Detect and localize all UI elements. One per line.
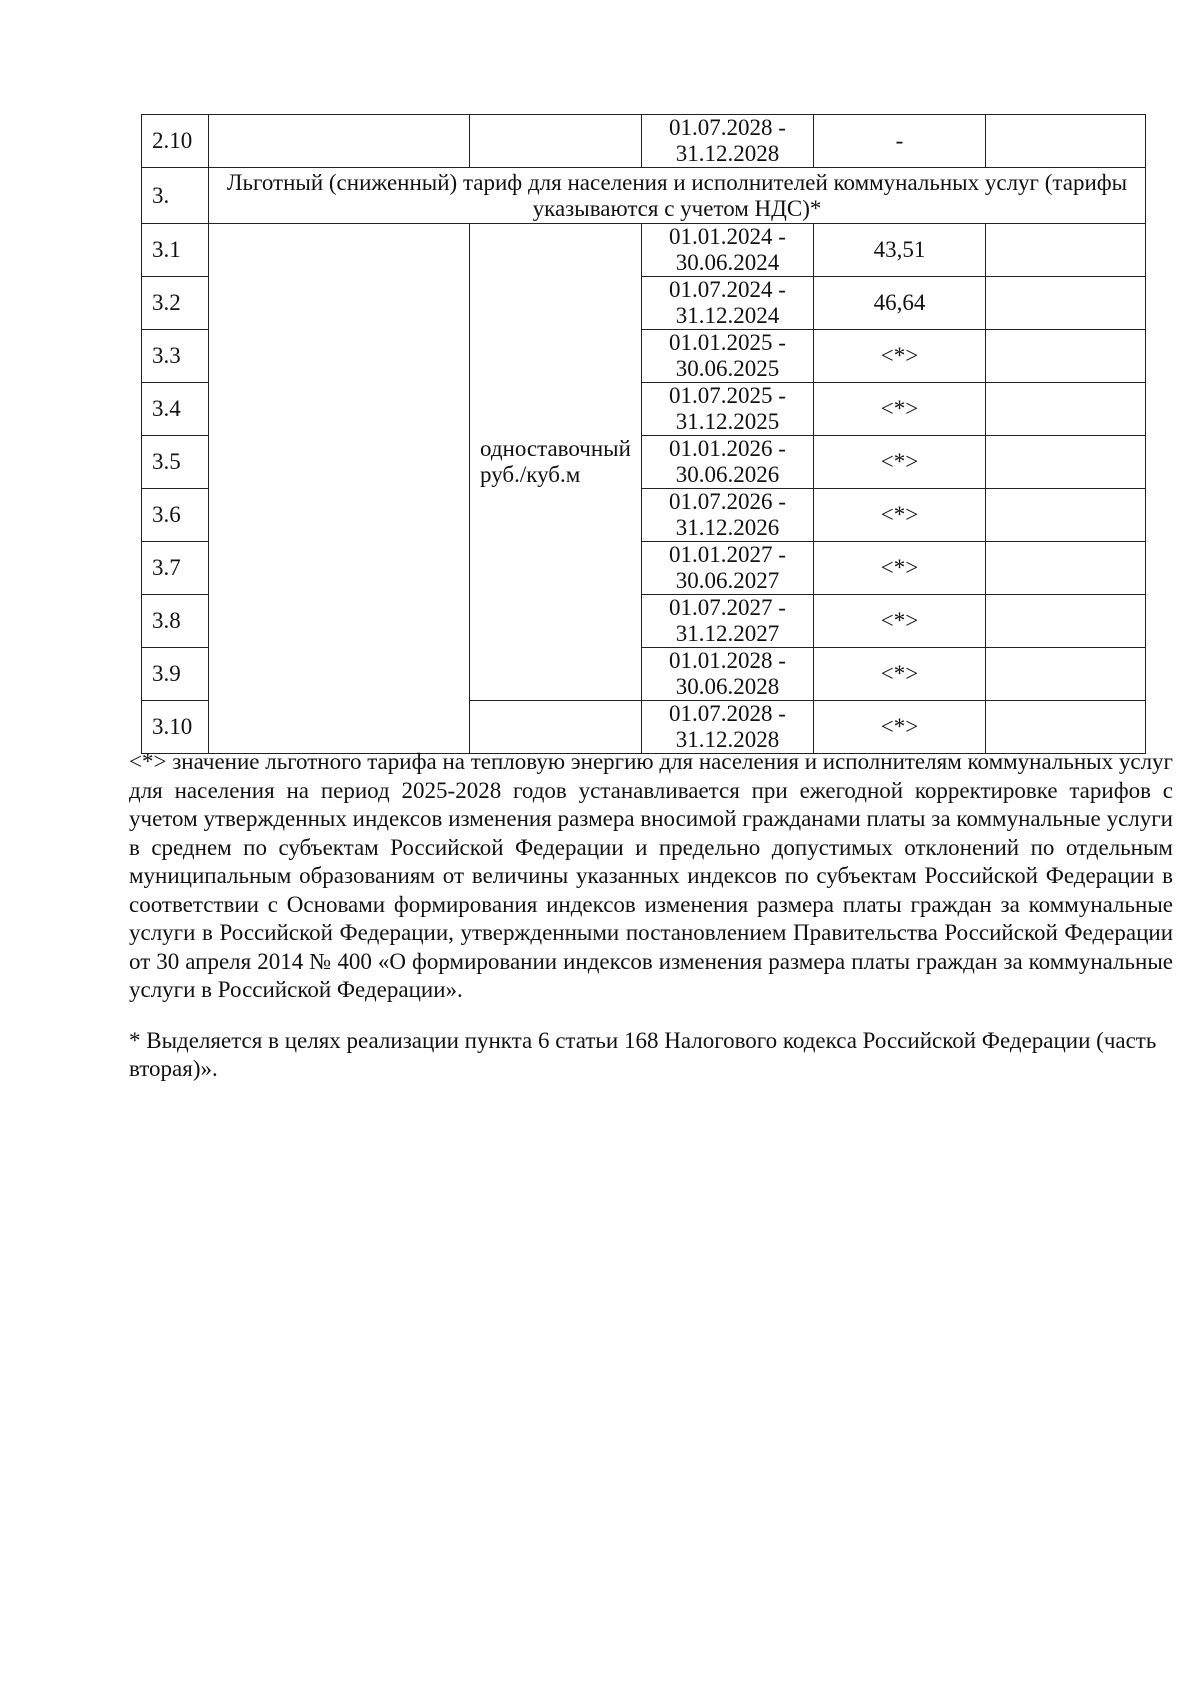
row-number: 3.9 (142, 648, 209, 701)
tariff-value: <*> (814, 436, 986, 489)
period-cell: 01.01.2028 - 30.06.2028 (642, 648, 814, 701)
footnote-block (129, 1027, 1173, 1083)
empty-cell (986, 595, 1146, 648)
empty-cell (986, 542, 1146, 595)
empty-cell (986, 436, 1146, 489)
empty-cell (470, 115, 642, 168)
section-title: Льготный (сниженный) тариф для населения и исполнителей коммунальных услуг (тарифы указываются с учетом НДС)* (209, 168, 1146, 224)
empty-cell (470, 701, 642, 754)
row-number: 3.4 (142, 383, 209, 436)
empty-cell (986, 701, 1146, 754)
table-row (142, 224, 1146, 277)
empty-cell (986, 648, 1146, 701)
row-number: 3.8 (142, 595, 209, 648)
tariff-value: <*> (814, 489, 986, 542)
row-number: 2.10 (142, 115, 209, 168)
empty-cell (986, 277, 1146, 330)
tariff-value: - (814, 115, 986, 168)
tariff-value: <*> (814, 330, 986, 383)
empty-cell (986, 115, 1146, 168)
tariff-value: <*> (814, 648, 986, 701)
note-block (129, 748, 1173, 1005)
tariff-value: <*> (814, 701, 986, 754)
table-row (142, 115, 1146, 168)
tariff-value: 43,51 (814, 224, 986, 277)
empty-cell (986, 383, 1146, 436)
period-cell: 01.07.2027 - 31.12.2027 (642, 595, 814, 648)
empty-cell (986, 224, 1146, 277)
period-cell: 01.07.2025 - 31.12.2025 (642, 383, 814, 436)
period-cell: 01.01.2027 - 30.06.2027 (642, 542, 814, 595)
tariff-unit: руб./куб.м (480, 462, 581, 487)
row-number: 3.2 (142, 277, 209, 330)
row-number: 3.3 (142, 330, 209, 383)
period-cell: 01.01.2026 - 30.06.2026 (642, 436, 814, 489)
row-number: 3.6 (142, 489, 209, 542)
period-cell: 01.01.2024 - 30.06.2024 (642, 224, 814, 277)
organization-cell (209, 224, 470, 754)
tariff-value: <*> (814, 383, 986, 436)
tariff-value: <*> (814, 542, 986, 595)
period-cell: 01.07.2028 - 31.12.2028 (642, 115, 814, 168)
tariff-value: 46,64 (814, 277, 986, 330)
footnote-paragraph: * Выделяется в целях реализации пункта 6 статьи 168 Налогового кодекса Российской Федерации (часть вторая)». (129, 1028, 1157, 1081)
section-header-row (142, 168, 1146, 224)
period-cell: 01.07.2028 - 31.12.2028 (642, 701, 814, 754)
section-number: 3. (142, 168, 209, 224)
empty-cell (986, 330, 1146, 383)
row-number: 3.7 (142, 542, 209, 595)
period-cell: 01.01.2025 - 30.06.2025 (642, 330, 814, 383)
tariff-type-cell (470, 224, 642, 701)
period-cell: 01.07.2026 - 31.12.2026 (642, 489, 814, 542)
empty-cell (986, 489, 1146, 542)
row-number: 3.1 (142, 224, 209, 277)
tariff-table (141, 114, 1146, 754)
row-number: 3.10 (142, 701, 209, 754)
row-number: 3.5 (142, 436, 209, 489)
empty-cell (209, 115, 470, 168)
tariff-value: <*> (814, 595, 986, 648)
tariff-type: одноставочный (480, 436, 631, 461)
period-cell: 01.07.2024 - 31.12.2024 (642, 277, 814, 330)
note-paragraph: <*> значение льготного тарифа на тепловую энергию для населения и исполнителям коммунальных услуг для населения на период 2025-2028 годов устанавливается при ежегодной корректировке тарифов с учетом утвержденных индексов изменения размера вносимой гражданами платы за коммунальные услуги в среднем по субъектам Российской Федерации и предельно допустимых отклонений по отдельным муниципальным образованиям от величины указанных индексов по субъектам Российской Федерации в соответствии с Основами формирования индексов изменения размера платы граждан за коммунальные услуги в Российской Федерации, утвержденными постановлением Правительства Российской Федерации от 30 апреля 2014 № 400 «О формировании индексов изменения размера платы граждан за коммунальные услуги в Российской Федерации». (129, 749, 1173, 1002)
